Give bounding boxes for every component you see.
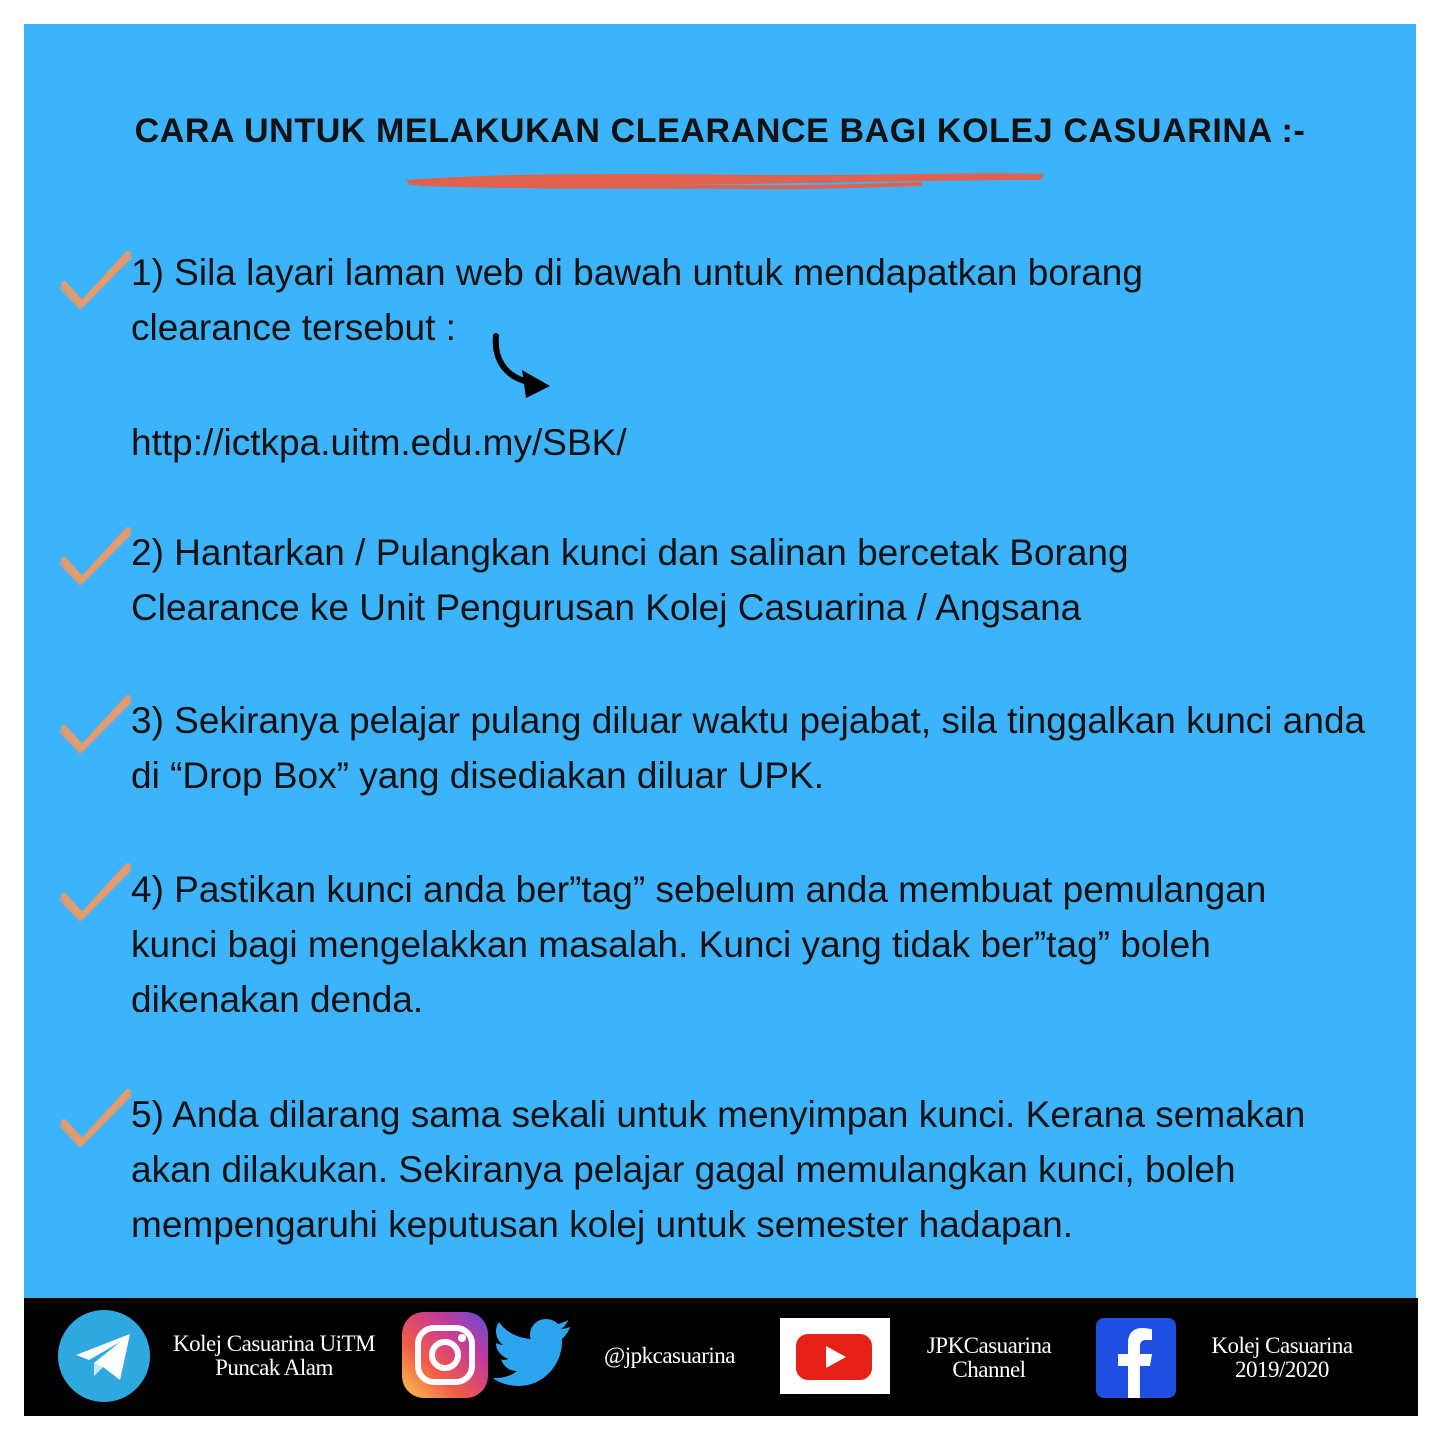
telegram-icon[interactable] — [56, 1308, 152, 1404]
step-2-text: 2) Hantarkan / Pulangkan kunci dan salinan bercetak Borang Clearance ke Unit Pengurusan Kolej Casuarina / Angsana — [131, 532, 1129, 628]
check-icon — [58, 526, 134, 586]
check-icon — [58, 694, 134, 754]
check-icon — [58, 1088, 134, 1148]
instagram-icon[interactable] — [400, 1310, 490, 1400]
facebook-label: Kolej Casuarina 2019/2020 — [1211, 1333, 1353, 1382]
twitter-icon[interactable] — [494, 1318, 572, 1388]
page-title: CARA UNTUK MELAKUKAN CLEARANCE BAGI KOLEJ CASUARINA :- — [134, 112, 1306, 150]
telegram-label: Kolej Casuarina UiTM Puncak Alam — [172, 1331, 376, 1380]
twitter-instagram-handle: @jpkcasuarina — [604, 1343, 735, 1368]
check-icon — [58, 250, 134, 310]
check-icon — [58, 862, 134, 922]
step-1-text: 1) Sila layari laman web di bawah untuk mendapatkan borang clearance tersebut : — [131, 252, 1143, 348]
youtube-label: JPKCasuarina Channel — [926, 1333, 1052, 1382]
youtube-icon[interactable] — [780, 1318, 890, 1394]
step-4-text: 4) Pastikan kunci anda ber”tag” sebelum anda membuat pemulangan kunci bagi mengelakkan masalah. Kunci yang tidak ber”tag” boleh dikenakan denda. — [131, 869, 1267, 1020]
step-3-text: 3) Sekiranya pelajar pulang diluar waktu pejabat, sila tinggalkan kunci anda di “Drop Box” yang disediakan diluar UPK. — [131, 700, 1366, 796]
step-5-text: 5) Anda dilarang sama sekali untuk menyimpan kunci. Kerana semakan akan dilakukan. Sekiranya pelajar gagal memulangkan kunci, boleh mempengaruhi keputusan kolej untuk semester hadapan. — [131, 1094, 1306, 1245]
sbk-url-link[interactable]: http://ictkpa.uitm.edu.my/SBK/ — [131, 422, 627, 463]
brush-underline — [400, 166, 1050, 194]
curved-arrow-icon — [486, 330, 558, 404]
facebook-icon[interactable] — [1096, 1318, 1176, 1398]
